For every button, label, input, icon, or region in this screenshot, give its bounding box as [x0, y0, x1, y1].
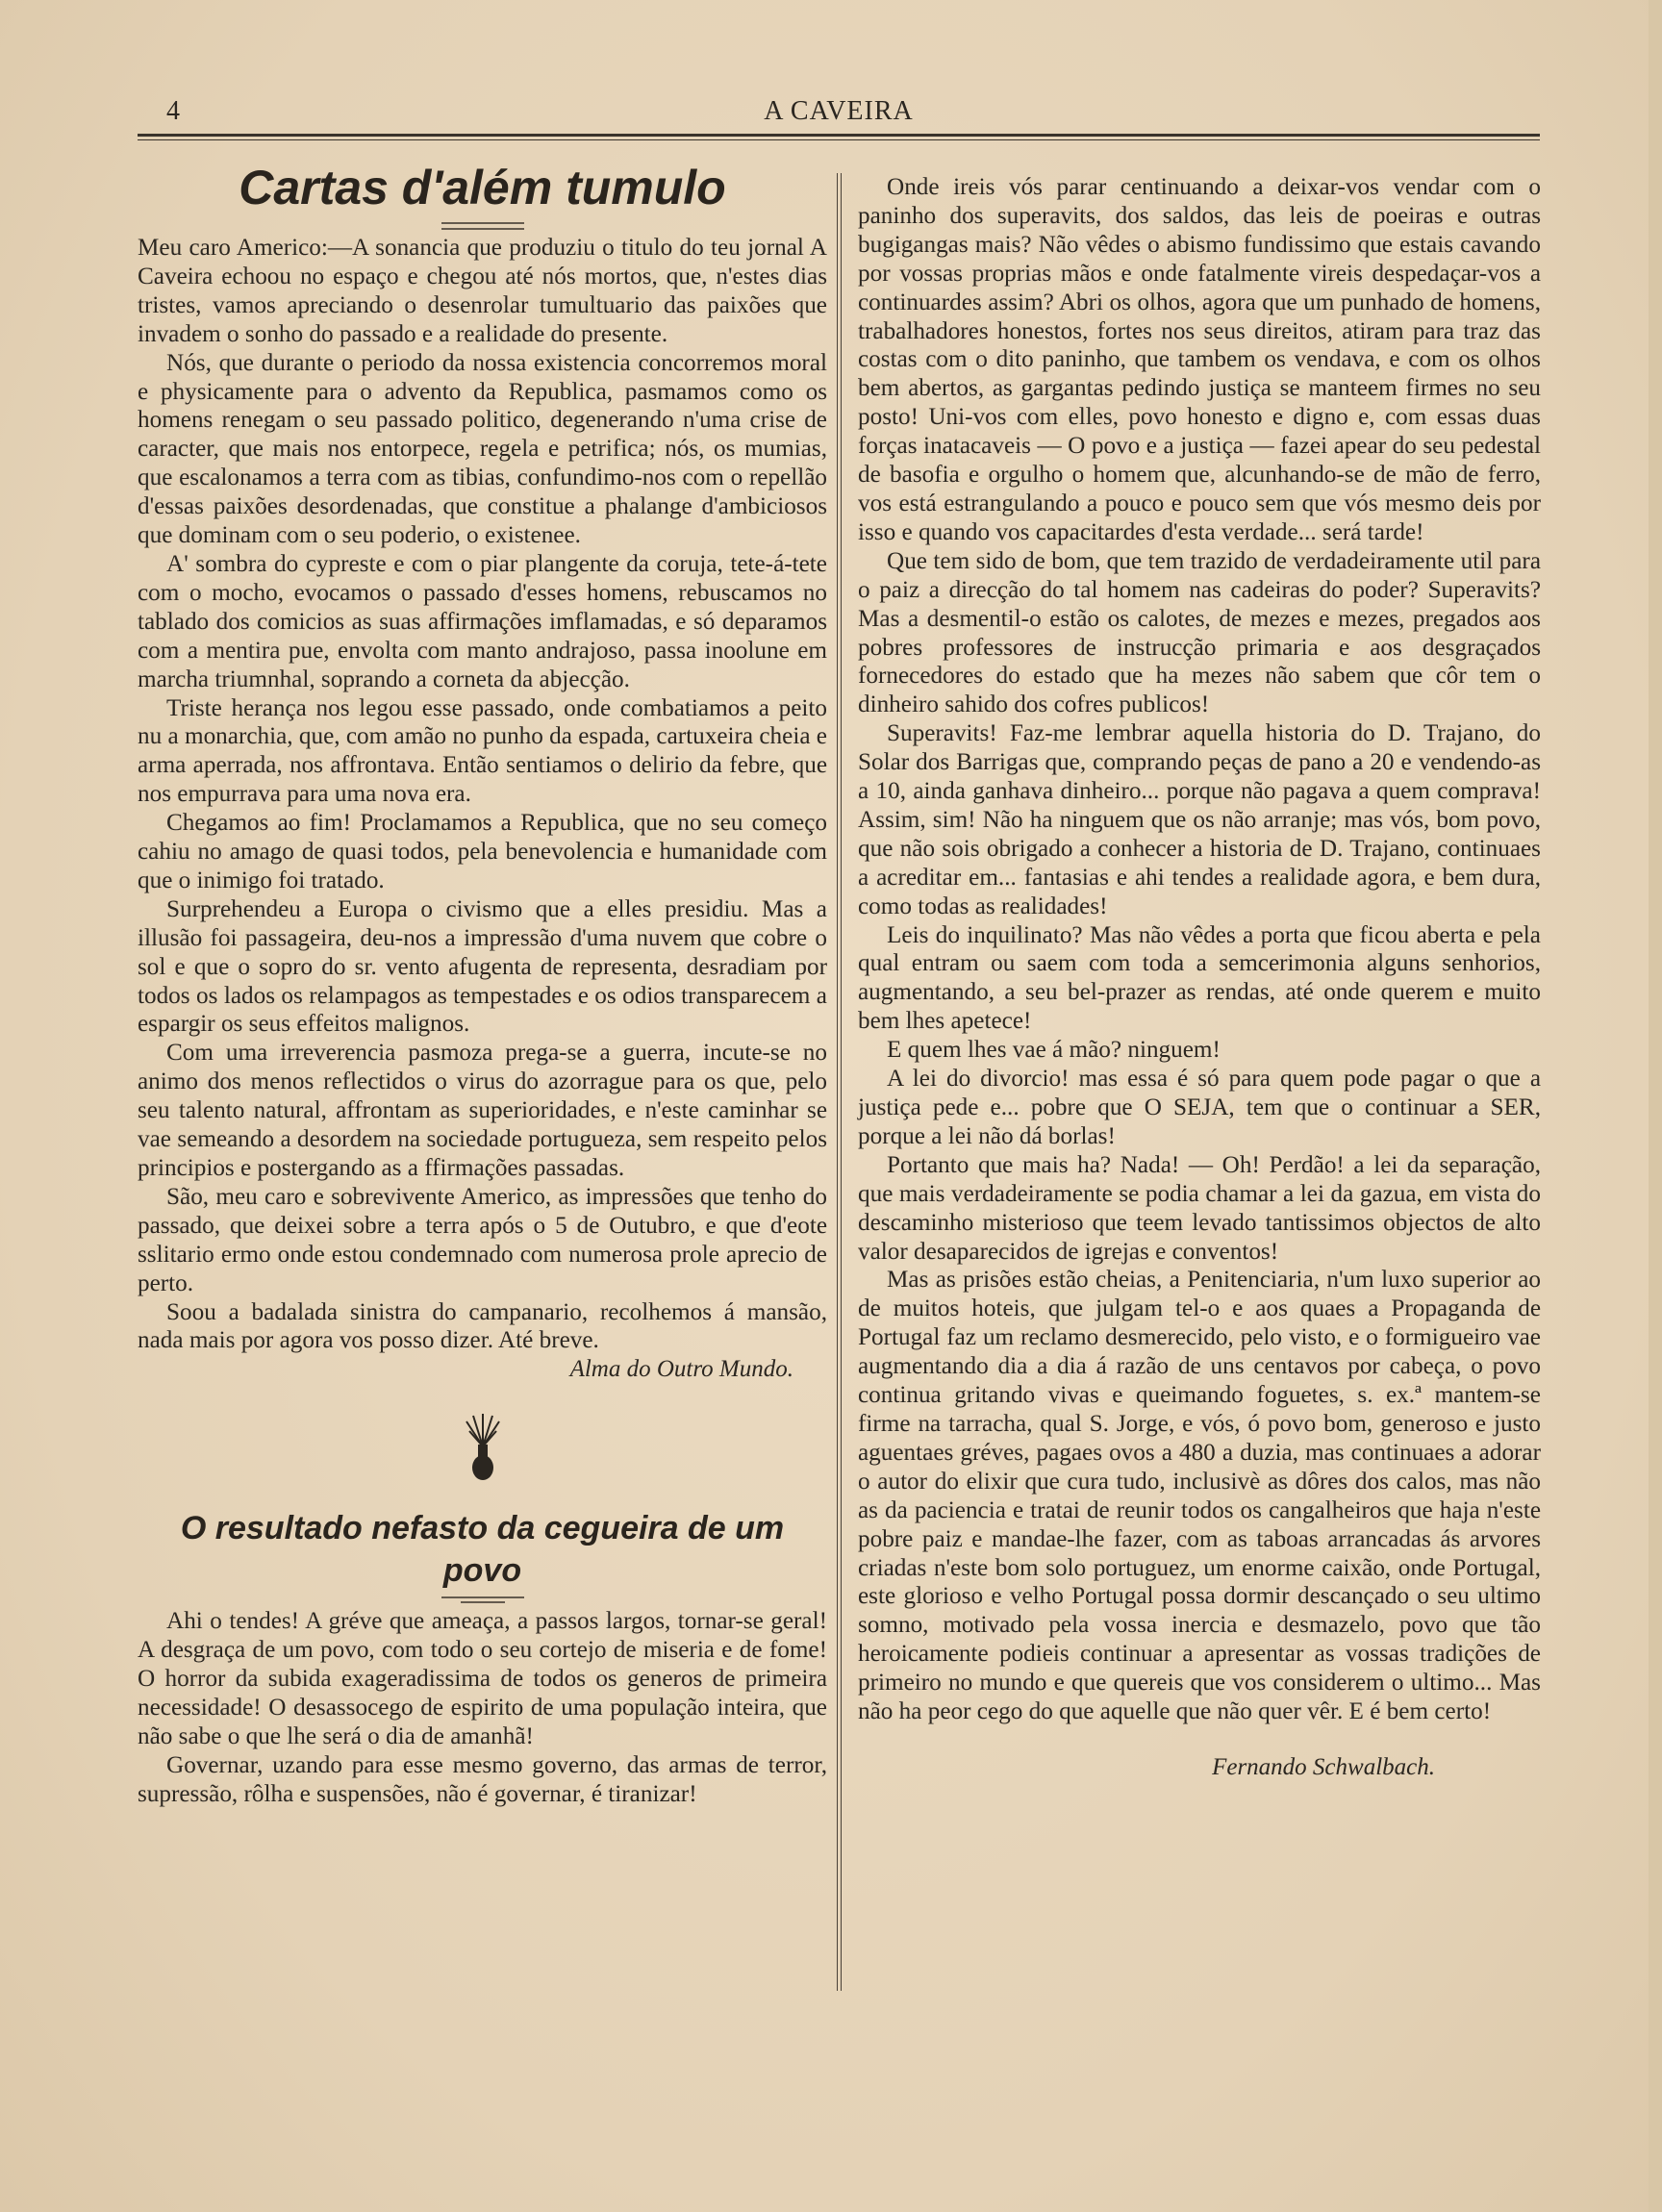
article1-paragraph: Meu caro Americo:—A sonancia que produziu o titulo do teu jornal A Caveira echoou no espaço e chegou até nós mortos, que, n'estes dias tristes, vamos apreciando o desenrolar tumultuario das paixões que invadem o sonho do passado e a realidade do presente. — [138, 235, 827, 347]
article2-paragraph: Leis do inquilinato? Mas não vêdes a porta que ficou aberta e pela qual entram ou saem com toda a semcerimonia alguns senhorios, augmentando, a seu bel-prazer as rendas, até onde querem e muito bem lhes apetece! — [858, 921, 1541, 1035]
article2-paragraph: Onde ireis vós parar centinuando a deixar-vos vendar com o paninho dos superavits, dos saldos, das leis de poeiras e outras bugigangas mais? Não vêdes o abismo fundissimo que estais cavando por vossas proprias mãos e onde fatalmente vireis despedaçar-vos a continuardes assim? Abri os olhos, agora que um punhado de homens, trabalhadores honestos, fortes nos seus direitos, atiram para traz das costas com o dito paninho, que tambem os vendava, e com os olhos bem abertos, as gargantas pedindo justiça se manteem firmes no seu posto! Uni-vos com elles, povo honesto e digno e, com essas duas forças inatacaveis — O povo e a justiça — fazei apear do seu pedestal de basofia e orgulho o homem que, alcunhando-se de mão de ferro, vos está estrangulando a pouco e pouco sem que vós mesmo deis por isso e quando vos capacitardes d'esta verdade... será tarde! — [858, 174, 1541, 545]
running-title: A CAVEIRA — [764, 96, 914, 126]
right-column — [858, 173, 1541, 1782]
title-rule-ornament — [440, 1592, 526, 1607]
article2-paragraph: Portanto que mais ha? Nada! — Oh! Perdão! a lei da separação, que mais verdadeiramente se podia chamar a lei da gazua, em vista do descaminho misterioso que teem levado tantissimos objectos de alto valor desaparecidos de igrejas e conventos! — [858, 1151, 1541, 1265]
article2-paragraph: Que tem sido de bom, que tem trazido de verdadeiramente util para o paiz a direcção do tal homem nas cadeiras do poder? Superavits? Mas a desmentil-o estão os calotes, de mezes e mezes, pregados aos pobres professores de instrucção primaria e aos desgraçados fornecedores do estado que ha mezes não sabem que côr tem o dinheiro sahido dos cofres publicos! — [858, 547, 1541, 718]
article2-paragraph: Superavits! Faz-me lembrar aquella historia do D. Trajano, do Solar dos Barrigas que, comprando peças de pano a 20 e vendendo-as a 10, ainda ganhava dinheiro... porque não pagava a quem comprava! Assim, sim! Não ha ninguem que os não arranje; mas vós, bom povo, que não sois obrigado a conhecer a historia de D. Trajano, continuaes a acreditar em... fantasias e ahi tendes a realidade agora, e bem dura, como todas as realidades! — [858, 720, 1541, 919]
article1-title: Cartas d'além tumulo — [239, 161, 726, 214]
article2-paragraph: A lei do divorcio! mas essa é só para quem pode pagar o que a justiça pede e... pobre que O SEJA, tem que o continuar a SER, porque a lei não dá borlas! — [858, 1066, 1541, 1149]
article2-paragraph: Ahi o tendes! A gréve que ameaça, a passos largos, tornar-se geral! A desgraça de um povo, com todo o seu cortejo de miseria e de fome! O horror da subida exageradissima de todos os generos de primeira necessidade! O desassocego de espirito de uma população inteira, que não sabe o que lhe será o dia de amanhã! — [138, 1608, 827, 1749]
article1-paragraph: Nós, que durante o periodo da nossa existencia concorremos moral e physicamente para o advento da Republica, pasmamos como os homens renegam o seu passado politico, degenerando n'uma crise de caracter, que mais nos entorpece, regela e petrifica; nós, os mumias, que escalonamos a terra com as tibias, confundimo-nos com o repellão d'essas paixões desordenadas, que constitue a phalange d'ambiciosos que dominam com o seu poderio, o existenee. — [138, 349, 827, 549]
header-rule — [138, 134, 1540, 137]
page-edge — [1649, 0, 1662, 2212]
article1-paragraph: Soou a badalada sinistra do campanario, recolhemos á mansão, nada mais por agora vos posso dizer. Até breve. — [138, 1298, 827, 1354]
wheat-sheaf-icon — [462, 1408, 504, 1483]
article2-paragraph: E quem lhes vae á mão? ninguem! — [887, 1037, 1221, 1064]
article2-title: O resultado nefasto da cegueira de um povo — [180, 1510, 785, 1590]
article1-paragraph: Surprehendeu a Europa o civismo que a elles presidiu. Mas a illusão foi passageira, deu-nos a impressão d'uma nuvem que cobre o sol e que o sopro do sr. vento afugenta de representa, desradiam por todos os lados os relampagos as tempestades e os odios transparecem a espargir os seus effeitos malignos. — [138, 895, 827, 1038]
article1-paragraph: Chegamos ao fim! Proclamamos a Republica, que no seu começo cahiu no amago de quasi todos, pela benevolencia e humanidade com que o inimigo foi tratado. — [138, 810, 827, 893]
article2-paragraph: Mas as prisões estão cheias, a Penitenciaria, n'um luxo superior ao de muitos hoteis, que julgam tel-o e aos quaes a Propaganda de Portugal faz um reclamo desmerecido, pelo visto, e o formigueiro vae augmentando dia a dia á razão de uns centavos por cabeça, o povo continua gritando vivas e queimando foguetes, s. ex.ª mantem-se firme na tarracha, qual S. Jorge, e vós, ó povo bom, generoso e justo aguentaes gréves, pagaes ovos a 480 a duzia, mas continuaes a adorar o autor do elixir que cura tudo, inclusivè as dôres dos calos, mas não as da paciencia e tratai de reunir todos os cangalheiros que haja n'este pobre paiz e mandae-lhe fazer, com as taboas arrancadas ás arvores criadas n'este bom solo portuguez, um enorme caixão, onde Portugal, este glorioso e velho Portugal possa dormir descançado o seu ultimo somno, motivado pela vossa inercia e desmazelo, povo que tão heroicamente podieis continuar a apresentar as vossas tradições de primeiro no mundo e que quereis que vos considerem o ultimo... Mas não ha peor cego do que aquelle que não quer vêr. E é bem certo! — [858, 1267, 1541, 1725]
article2-signature: Fernando Schwalbach. — [1212, 1753, 1435, 1780]
left-column — [138, 159, 827, 1809]
article1-paragraph: Triste herança nos legou esse passado, onde combatiamos a peito nu a monarchia, que, com amão no punho da espada, cartuxeira cheia e arma aperrada, nos affrontava. Então sentiamos o delirio da febre, que nos empurrava para uma nova era. — [138, 694, 827, 808]
article1-paragraph: São, meu caro e sobrevivente Americo, as impressões que tenho do passado, que deixei sobre a terra após o 5 de Outubro, e que d'eote sslitario ermo onde estou condemnado com numerosa prole aprecio de perto. — [138, 1183, 827, 1296]
page-number: 4 — [166, 96, 180, 126]
header-rule-thin — [138, 139, 1540, 140]
wheat-sheaf-ornament — [138, 1408, 827, 1488]
article2-paragraph: Governar, uzando para esse mesmo governo, das armas de terror, supressão, rôlha e suspensões, não é governar, é tiranizar! — [138, 1751, 827, 1807]
title-rule-ornament — [440, 218, 526, 234]
column-divider — [837, 173, 842, 1991]
article1-signature: Alma do Outro Mundo. — [569, 1356, 793, 1383]
page-header — [138, 96, 1540, 131]
article1-paragraph: Com uma irreverencia pasmoza prega-se a guerra, incute-se no animo dos menos reflectidos o virus do azorrague para os que, pelo seu talento natural, affrontam as superioridades, e n'este caminhar se vae semeando a desordem na sociedade portugueza, sem respeito pelos principios e postergando as a ffirmações passadas. — [138, 1040, 827, 1181]
article1-paragraph: A' sombra do cypreste e com o piar plangente da coruja, tete-á-tete com o mocho, evocamos o passado d'esses homens, rebuscamos no tablado dos comicios as suas affirmações imflamadas, e só deparamos com a mentira pue, envolta com manto andrajoso, passa inoolune em marcha triumnhal, soprando a corneta da abjecção. — [138, 550, 827, 692]
